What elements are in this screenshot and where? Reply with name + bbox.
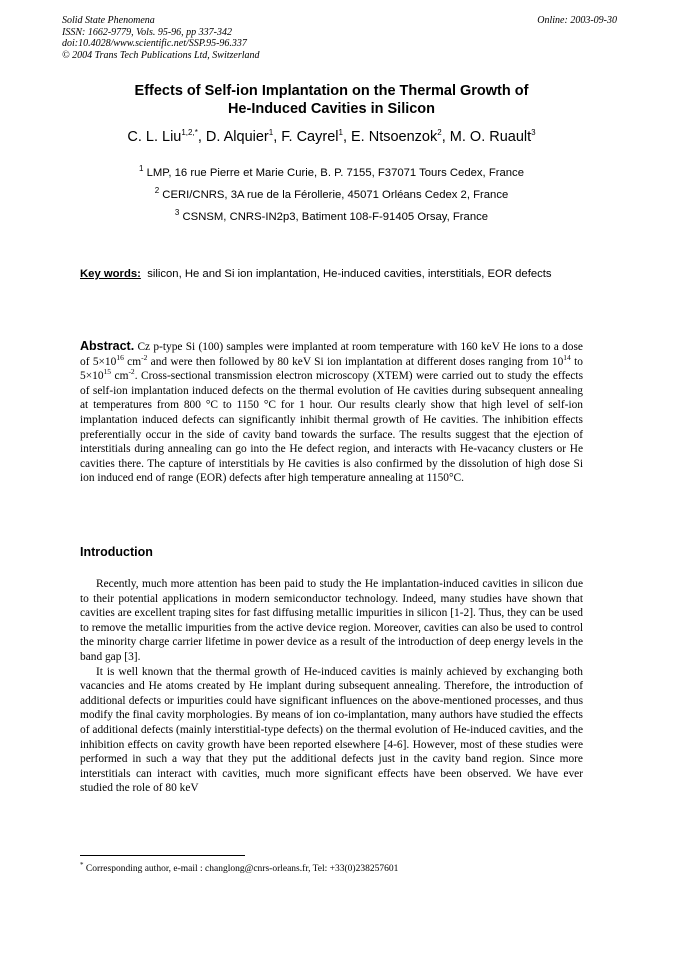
keywords (80, 263, 583, 285)
abstract-label: Abstract. (80, 339, 135, 353)
affiliation-2: $^2$ CERI/CNRS, 3A rue de la Férollerie, 45071 Orléans Cedex 2, France (154, 186, 509, 201)
section-heading: Introduction (80, 545, 153, 559)
journal-name: Solid State Phenomena (62, 15, 155, 26)
author: M. O. Ruault$^3$ (449, 128, 536, 145)
paragraph: Recently, much more attention has been paid to study the He implantation-induced cavities in silicon due to their potential applications in modern semiconductor technology. Indeed, many studies have shown that cavities are excellent traping sites for fast diffusing metallic impurities in silicon [1-2]. Thus, they can be used to remove the metallic impurities from the active device region. Moreover, cavities can also be used to control the minority charge carrier lifetime in power device as a result of the introduction of deep energy levels in the band gap [3]. (80, 578, 583, 663)
footnote-rule (80, 855, 245, 856)
online-date: Online: 2003-09-30 (537, 15, 617, 26)
affiliation-1: $^1$ LMP, 16 rue Pierre et Marie Curie, B. P. 7155, F37071 Tours Cedex, France (139, 164, 524, 179)
author: F. Cayrel$^1$, (281, 128, 352, 145)
abstract: Abstract. Cz p-type Si (100) samples were implanted at room temperature with 160 keV He ions to a dose of $5\times 10^{16}$ $cm^{-2}$ and were then followed by 80 keV Si ion implantation at different doses ranging from $10^{14}$ to $5\times 10^{15}$ $cm^{-2}$. Cross-sectional transmission electron microscopy (XTEM) were carried out to study the effects of self-ion implantation induced defects on the thermal evolution of He cavities during subsequent annealing at temperatures from 800 °C to 1150 °C for 1 hour. Our results clearly show that high level of self-ion implantation induced defects can significantly inhibit thermal growth of He cavities. The inhibition effects preferentially occur in the side of cavity band towards the surface. The results suggest that the ejection of interstitials during annealing can go into the He defect region, and interacts with He-vacancy clusters or He cavities there. The capture of interstitials by He cavities is also confirmed by the dissolution of high dose Si ion induced end of range (EOR) defects after high temperature annealing at 1150°C. (80, 339, 583, 485)
journal-header (62, 15, 617, 61)
author: D. Alquier$^1$, (205, 128, 282, 145)
author: C. L. Liu$^{1,2,*}$, (127, 128, 206, 145)
copyright-line: © 2004 Trans Tech Publications Ltd, Switzerland (62, 49, 260, 61)
title-line-2: He-Induced Cavities in Silicon (227, 101, 436, 117)
keywords-text: silicon, He and Si ion implantation, He-induced cavities, interstitials, EOR defects (147, 268, 552, 280)
author-list (60, 129, 603, 145)
affiliation-3: $^3$ CSNSM, CNRS-IN2p3, Batiment 108-F-91405 Orsay, France (174, 208, 489, 223)
keywords-label: Key words: (80, 268, 141, 280)
footnote: * Corresponding author, e-mail : changlong@cnrs-orleans.fr, Tel: +33(0)238257601 (80, 860, 399, 874)
issn-line: ISSN: 1662-9779, Vols. 95-96, pp 337-342 (62, 26, 232, 38)
title-line-1: Effects of Self-ion Implantation on the Thermal Growth of (134, 83, 529, 99)
introduction-body (80, 577, 583, 796)
paper-title (80, 82, 583, 118)
author: E. Ntsoenzok$^2$, (351, 128, 450, 145)
paragraph: It is well known that the thermal growth of He-induced cavities is mainly achieved by exchanging both vacancies and He atoms created by He implant during subsequent annealing. Therefore, the introduction of additional defects or impurities could have significant influences on the above-mentioned processes, and thus modify the final cavity morphologies. By means of ion co-implantation, many authors have studied the effects of additional defects (mainly interstitial-type defects) on the thermal evolution of He-induced cavities, and the inhibition effects on cavity growth have been reported elsewhere [4-6]. However, most of these studies were performed in such a way that they put the additional defects just in the cavity band region. Since more interstitials can interact with cavities, much more significant effects have been observed. We have ever studied the role of 80 keV (80, 665, 583, 795)
doi-line: doi:10.4028/www.scientific.net/SSP.95-96.337 (62, 38, 247, 49)
